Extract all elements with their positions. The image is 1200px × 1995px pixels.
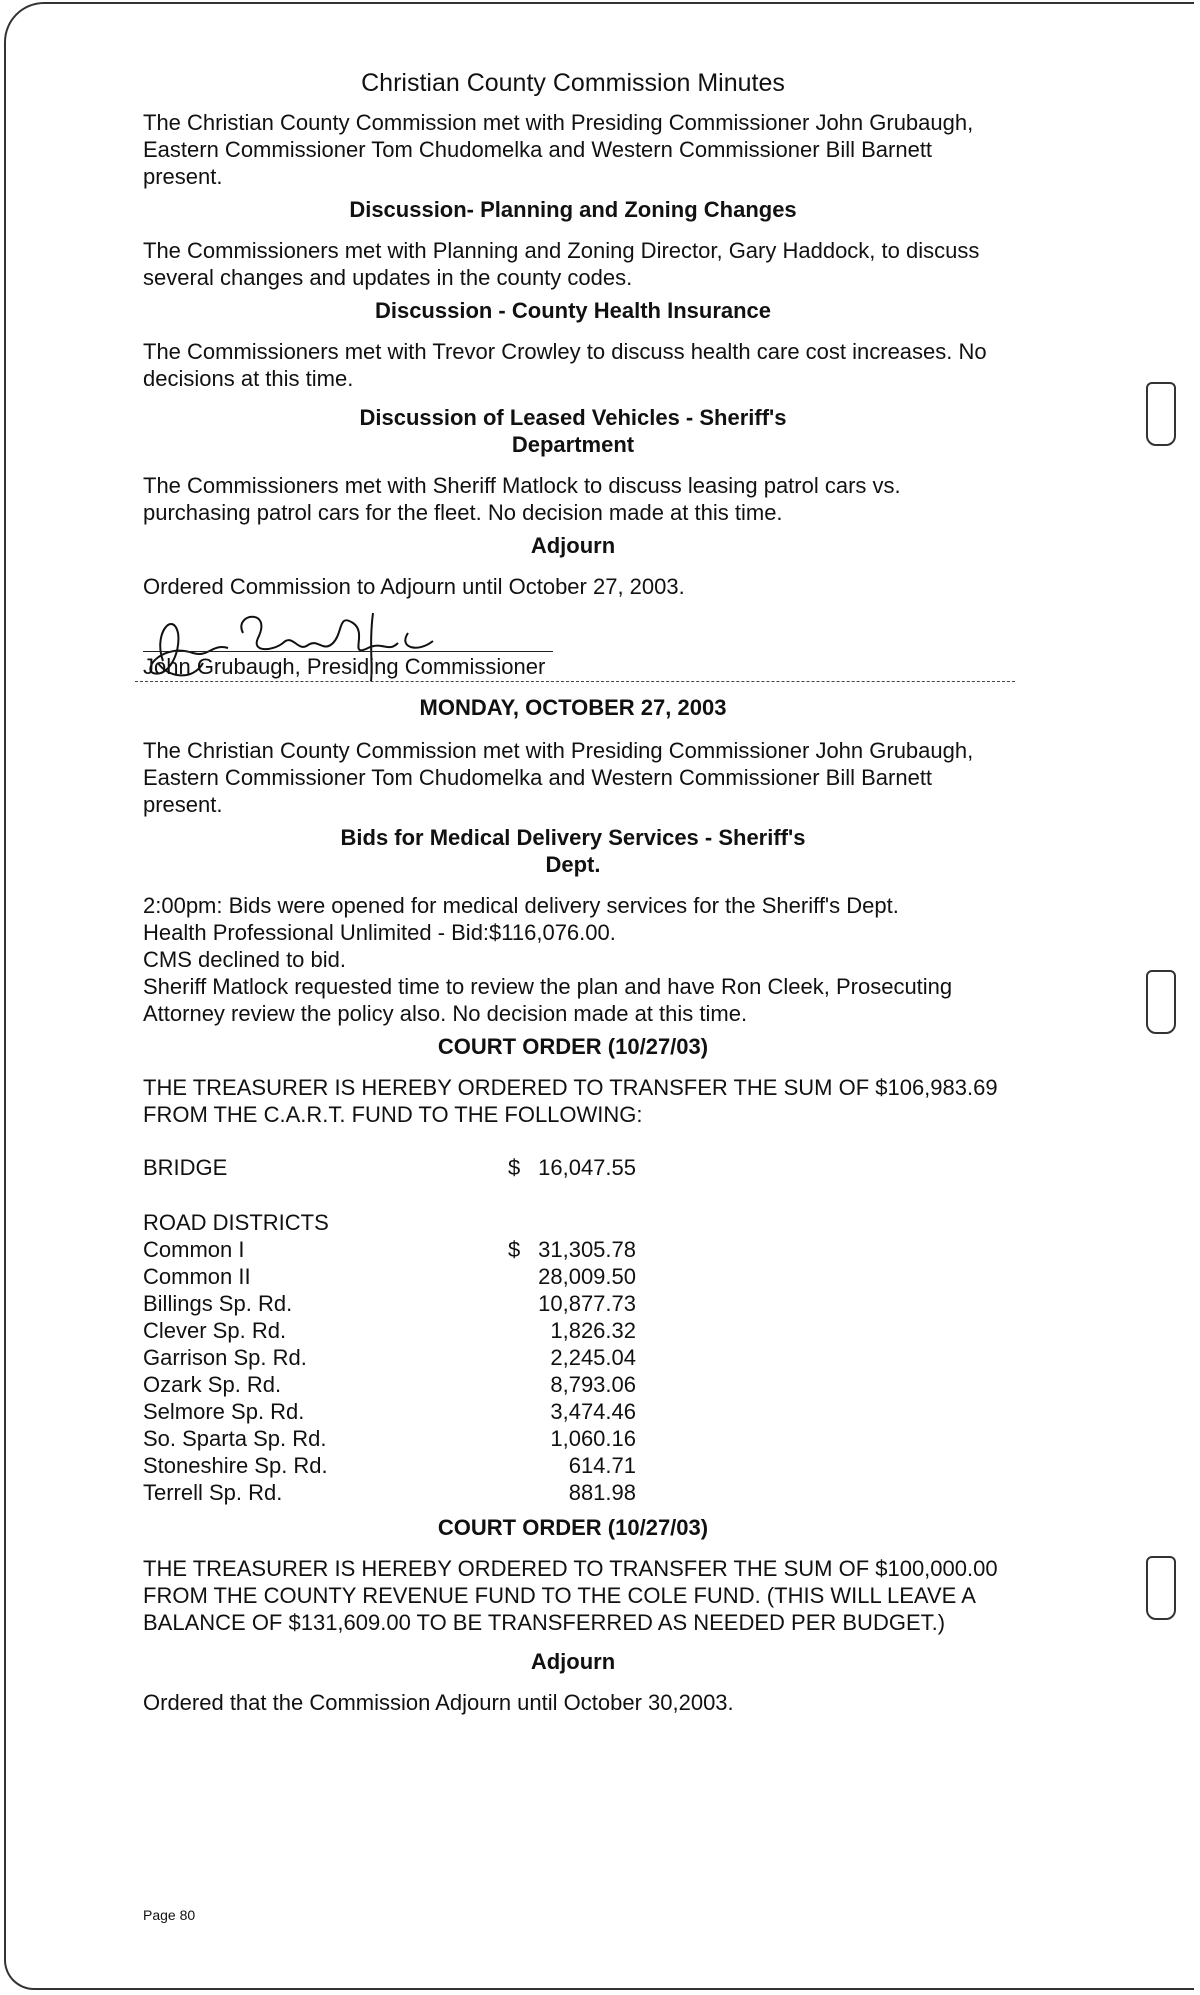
intro-paragraph: The Christian County Commission met with Presiding Commissioner John Grubaugh, Eastern Commissioner Tom Chudomelka and Western Commissioner Bill Barnett present. (143, 110, 974, 189)
bids-line: Sheriff Matlock requested time to review the plan and have Ron Cleek, Prosecuting Attorney review the policy also. No decision made at this time. (143, 974, 953, 1026)
road-district-row (143, 1371, 1003, 1398)
district-amount: 2,245.04 (550, 1345, 636, 1370)
road-districts-header (143, 1209, 1003, 1236)
district-name: Common II (143, 1264, 251, 1289)
district-amount: 1,060.16 (550, 1426, 636, 1451)
district-amount: 1,826.32 (550, 1318, 636, 1343)
intro-paragraph: The Christian County Commission met with Presiding Commissioner John Grubaugh, Eastern Commissioner Tom Chudomelka and Western Commissioner Bill Barnett present. (143, 738, 974, 817)
district-name: Stoneshire Sp. Rd. (143, 1453, 328, 1478)
road-district-row (143, 1398, 1003, 1425)
heading-line: Bids for Medical Delivery Services - Sheriff's (340, 825, 806, 850)
road-district-row (143, 1317, 1003, 1344)
adjourn-heading: Adjourn (530, 533, 616, 558)
district-name: So. Sparta Sp. Rd. (143, 1426, 327, 1451)
binder-hole-mark (1146, 382, 1176, 446)
section-body: The Commissioners met with Trevor Crowley to discuss health care cost increases. No decisions at this time. (143, 339, 987, 391)
road-district-row (143, 1290, 1003, 1317)
district-amount: 28,009.50 (538, 1264, 636, 1289)
adjourn-body: Ordered that the Commission Adjourn until October 30,2003. (143, 1690, 734, 1715)
fund-name: BRIDGE (143, 1155, 228, 1180)
district-amount: 8,793.06 (550, 1372, 636, 1397)
district-name: Selmore Sp. Rd. (143, 1399, 305, 1424)
district-name: Ozark Sp. Rd. (143, 1372, 282, 1397)
road-district-row (143, 1479, 1003, 1506)
bids-heading (143, 824, 1003, 878)
district-name: Billings Sp. Rd. (143, 1291, 293, 1316)
district-amount: 3,474.46 (550, 1399, 636, 1424)
fund-amount (508, 1154, 636, 1181)
bids-line: 2:00pm: Bids were opened for medical delivery services for the Sheriff's Dept. (143, 893, 899, 918)
binder-hole-mark (1146, 1556, 1176, 1620)
district-name: Common I (143, 1237, 245, 1262)
adjourn-heading: Adjourn (530, 1649, 616, 1674)
bridge-row (143, 1154, 1003, 1181)
fund-group-label: ROAD DISTRICTS (143, 1210, 329, 1235)
signatory-name: John Grubaugh, Presiding Commissioner (143, 654, 546, 679)
section-heading: Discussion - County Health Insurance (374, 298, 772, 323)
district-amount (508, 1236, 636, 1263)
signature-block (143, 573, 1003, 681)
road-district-row (143, 1425, 1003, 1452)
heading-line: Department (511, 432, 635, 457)
heading-line: Discussion of Leased Vehicles - Sheriff's (359, 405, 787, 430)
section-body: The Commissioners met with Sheriff Matlock to discuss leasing patrol cars vs. purchasing patrol cars for the fleet. No decision made at this time. (143, 473, 901, 525)
signature-line (143, 651, 553, 652)
heading-line: Dept. (545, 852, 601, 877)
binder-hole-mark (1146, 970, 1176, 1034)
road-district-row (143, 1452, 1003, 1479)
section-heading (143, 404, 1003, 458)
road-district-row (143, 1236, 1003, 1263)
road-district-row (143, 1263, 1003, 1290)
document-body (143, 70, 1003, 1722)
district-name: Terrell Sp. Rd. (143, 1480, 283, 1505)
spacer (143, 1181, 1003, 1209)
bids-line: CMS declined to bid. (143, 947, 346, 972)
court-order-body: THE TREASURER IS HEREBY ORDERED TO TRANSFER THE SUM OF $106,983.69 FROM THE C.A.R.T. FUND TO THE FOLLOWING: (143, 1075, 998, 1127)
page-number: Page 80 (143, 1907, 196, 1923)
district-amount: 881.98 (568, 1480, 636, 1505)
court-order-body: THE TREASURER IS HEREBY ORDERED TO TRANSFER THE SUM OF $100,000.00 FROM THE COUNTY REVENUE FUND TO THE COLE FUND. (THIS WILL LEAVE A BALANCE OF $131,609.00 TO BE TRANSFERRED AS NEEDED PER BUDGET.) (143, 1556, 998, 1635)
amount-value: 31,305.78 (538, 1237, 636, 1262)
district-name: Clever Sp. Rd. (143, 1318, 287, 1343)
adjourn-body: Ordered Commission to Adjourn until October 27, 2003. (143, 574, 685, 599)
section-heading: Discussion- Planning and Zoning Changes (349, 197, 797, 222)
district-name: Garrison Sp. Rd. (143, 1345, 307, 1370)
district-amount: 614.71 (568, 1453, 636, 1478)
bids-line: Health Professional Unlimited - Bid:$116,076.00. (143, 920, 616, 945)
date-heading: MONDAY, OCTOBER 27, 2003 (419, 695, 727, 720)
document-title: Christian County Commission Minutes (361, 69, 785, 97)
court-order-heading: COURT ORDER (10/27/03) (437, 1034, 709, 1059)
currency-symbol: $ (508, 1155, 521, 1180)
section-body: The Commissioners met with Planning and Zoning Director, Gary Haddock, to discuss several changes and updates in the county codes. (143, 238, 980, 290)
road-district-row (143, 1344, 1003, 1371)
bids-body (143, 892, 1003, 1027)
district-amount: 10,877.73 (538, 1291, 636, 1316)
currency-symbol: $ (508, 1237, 521, 1262)
court-order-heading: COURT ORDER (10/27/03) (437, 1515, 709, 1540)
road-district-list (143, 1236, 1003, 1506)
amount-value: 16,047.55 (538, 1155, 636, 1180)
